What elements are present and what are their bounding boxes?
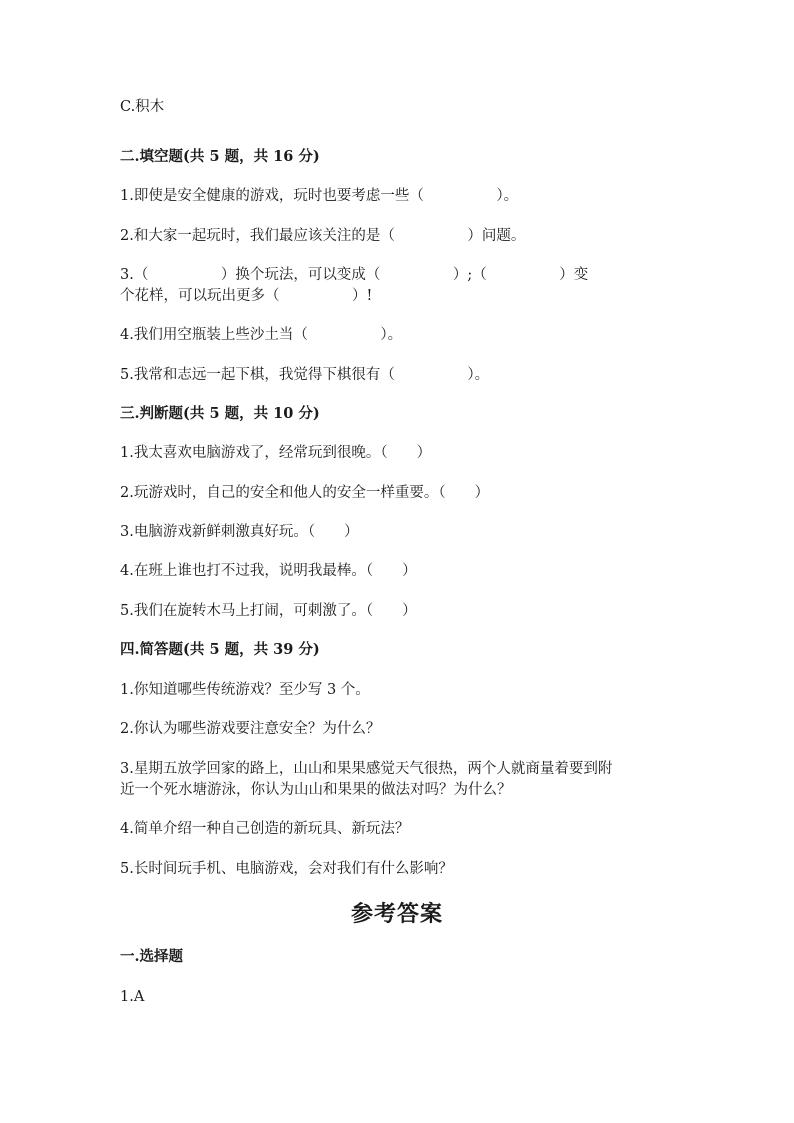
short-question-5: 5.长时间玩手机、电脑游戏，会对我们有什么影响？: [120, 861, 453, 877]
judge-question-4: 4.在班上谁也打不过我，说明我最棒。（ ）: [120, 563, 417, 579]
fill-question-2: 2.和大家一起玩时，我们最应该关注的是（ ）问题。: [120, 228, 526, 244]
fill-question-3-line-1: 3.（ ）换个玩法，可以变成（ ）;（ ）变: [120, 267, 589, 283]
fill-question-3-line-2: 个花样，可以玩出更多（ ）!: [120, 288, 373, 304]
judge-question-2: 2.玩游戏时，自己的安全和他人的安全一样重要。（ ）: [120, 485, 490, 501]
answer-1: 1.A: [120, 989, 145, 1005]
judge-question-5: 5.我们在旋转木马上打闹，可刺激了。（ ）: [120, 603, 417, 619]
answer-key-title: 参考答案: [350, 901, 443, 927]
short-question-4: 4.简单介绍一种自己创造的新玩具、新玩法？: [120, 821, 410, 837]
fill-question-4: 4.我们用空瓶装上些沙土当（ ）。: [120, 327, 403, 343]
answer-section-choice-title: 一.选择题: [120, 948, 184, 965]
short-question-1: 1.你知道哪些传统游戏？至少写 3 个。: [120, 682, 370, 698]
section-short-answer-title: 四.简答题(共 5 题，共 39 分): [120, 641, 320, 658]
fill-question-5: 5.我常和志远一起下棋，我觉得下棋很有（ ）。: [120, 367, 490, 383]
short-question-3-line-1: 3.星期五放学回家的路上，山山和果果感觉天气很热，两个人就商量着要到附: [120, 761, 613, 777]
short-question-2: 2.你认为哪些游戏要注意安全？为什么？: [120, 721, 381, 737]
option-c: C.积木: [120, 99, 165, 115]
short-question-3-line-2: 近一个死水塘游泳，你认为山山和果果的做法对吗？为什么？: [120, 782, 512, 798]
judge-question-1: 1.我太喜欢电脑游戏了，经常玩到很晚。（ ）: [120, 445, 432, 461]
judge-question-3: 3.电脑游戏新鲜刺激真好玩。（ ）: [120, 524, 359, 540]
fill-question-1: 1.即使是安全健康的游戏，玩时也要考虑一些（ ）。: [120, 188, 519, 204]
section-judge-title: 三.判断题(共 5 题，共 10 分): [120, 405, 320, 422]
section-fill-in-title: 二.填空题(共 5 题，共 16 分): [120, 148, 320, 165]
